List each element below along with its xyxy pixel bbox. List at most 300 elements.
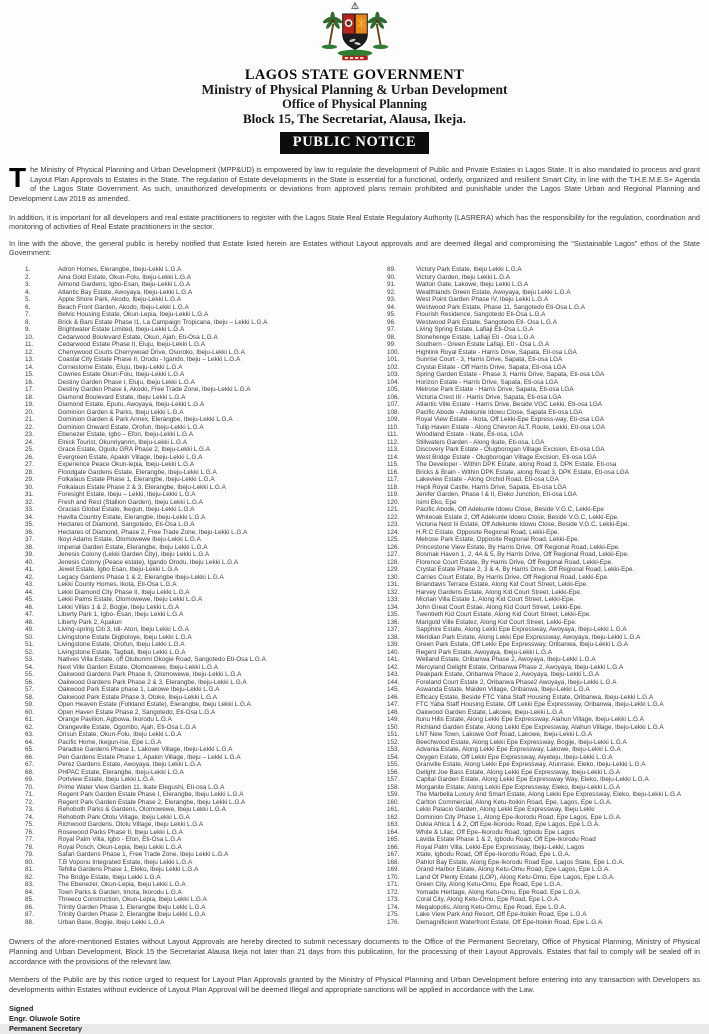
list-item-text: Dominion Onward Estate, Orofun, Ibeju-Lekki L.G.A: [58, 423, 204, 431]
list-item: [0, 716, 354, 724]
list-item-text: Lekki Palacio Garden, Along Lekki Epe Expressway, Ibeju Lekki: [416, 806, 595, 814]
list-item: [354, 589, 708, 597]
list-item-number: 158.: [387, 783, 400, 791]
list-item-number: 137.: [387, 626, 400, 634]
list-item-number: 147.: [387, 701, 400, 709]
list-item-text: Victoria Crest III - Harris Drive, Sapata, Eti-osa LGA: [416, 393, 562, 401]
list-item: [0, 836, 354, 844]
list-item-number: 4.: [25, 288, 31, 296]
list-item-number: 70.: [25, 783, 34, 791]
list-item-number: 58.: [25, 693, 34, 701]
list-item: [354, 394, 708, 402]
list-item-number: 149.: [387, 716, 400, 724]
list-item-text: Florence Court Estate, By Harris Drive, Off Regional Road, Lekki-Epe.: [416, 558, 613, 566]
list-item: [354, 686, 708, 694]
list-item: [354, 874, 708, 882]
list-item-number: 151.: [387, 731, 400, 739]
list-item-text: Sunrise Court - 3, Harris Drive, Sapata, Eti-osa LGA: [416, 356, 563, 364]
list-item-text: Atlantic Bay Estate, Awoyaya, Ibeju-Lekki L.G.A: [58, 288, 193, 296]
list-item-text: Regent Park Garden Estate Phase I, Elerangbe, Ibeju Lekki L.G.A: [58, 791, 244, 799]
list-item-text: Patriot Bay Estate, Along Epe-Ikorodu Road Epe, Lagos State, Epe L.G.A.: [416, 858, 625, 866]
list-item: [354, 739, 708, 747]
list-item-text: Mercyland Delight Estate, Oribanwa Phase 2, Awoyaya, Ibeju-Lekki L.G.A: [416, 663, 624, 671]
list-item-text: Folkalaus Estate Phase 1, Elerangbe, Ibeju-Lekki L.G.A: [58, 476, 215, 484]
list-item-text: Destiny Garden Phase I, Eluju, Ibeju Lekki L.G.A: [58, 378, 195, 386]
list-item-text: Oxygen Estate, Off Lekki Epe Expressway, Aiyeteju, Ibeju-Lekki L.G.A: [416, 753, 613, 761]
list-item-number: 6.: [25, 303, 31, 311]
list-item: [354, 604, 708, 612]
list-item-text: Yomade Heritage, Along Ketu-Omu, Epe Road, Epe L.G.A.: [416, 888, 582, 896]
list-item-text: Twentieth Kid Court Estate, Along Kid Court Street, Lekki-Epe.: [416, 611, 591, 619]
list-item: [0, 686, 354, 694]
list-item: [354, 386, 708, 394]
list-item-text: Wetland Estate, Oribanwa Phase 2, Awoyaya, Ibeju-Lekki L.G.A: [416, 656, 596, 664]
list-item-text: Orangeville Estate, Ogombo, Ajah, Eti-Osa L.G.A: [58, 723, 197, 731]
list-item: [0, 904, 354, 912]
list-item-number: 28.: [25, 468, 34, 476]
list-item: [0, 919, 354, 927]
list-item: [354, 694, 708, 702]
list-item-number: 13.: [25, 356, 34, 364]
list-item-text: West Point Garden Phase IV, Ibeju Lekki L.G.A: [416, 296, 549, 304]
list-item-text: Victory Park Estate, Ibeju Lekki L.G.A: [416, 266, 522, 274]
list-item: [0, 356, 354, 364]
list-item-number: 89.: [387, 266, 396, 274]
list-item-text: PHPAC Estate, Elerangbe, Ibeju-Lekki L.G.A: [58, 768, 184, 776]
list-item: [354, 881, 708, 889]
list-item-number: 102.: [387, 363, 400, 371]
list-item: [354, 274, 708, 282]
list-item-number: 11.: [25, 341, 34, 349]
list-item: [354, 859, 708, 867]
list-item-text: Prime Water View Garden 11, Ikate Elegushi, Eti-osa L.G.A: [58, 783, 225, 791]
list-item-number: 153.: [387, 746, 400, 754]
list-item-number: 85.: [25, 896, 34, 904]
list-item-number: 99.: [387, 341, 396, 349]
list-item: [0, 281, 354, 289]
list-item: [354, 784, 708, 792]
list-item-text: Floodgate Gardens Estate, Elerangbe, Ibeju-Lekki L.G.A: [58, 468, 217, 476]
list-item: [0, 634, 354, 642]
list-item-text: Lekki Villas 1 & 2, Bogije, Ibeju Lekki L.G.A: [58, 603, 180, 611]
closing-paragraph-1: Owners of the afore-mentioned Estates without Layout Approvals are hereby directed to submit necessary documents to the Office of the Permanent Secretary, Office of Physical Planning, Ministry of Physical Planning and Urban Development, Block 15 the Secretariat Alausa Ikeja not later than 21 days from this publication, for the processing of their Layout Approvals. Estates that fail to comply will be sealed off in accordance with the provisions of the relevant law.: [9, 937, 700, 966]
list-item-text: Princestone View Estate, By Harris Drive, Off Regional Road, Lekki-Epe.: [416, 543, 620, 551]
list-item-number: 71.: [25, 791, 34, 799]
list-item-number: 25.: [25, 446, 34, 454]
list-item-number: 142.: [387, 663, 400, 671]
list-item: [354, 889, 708, 897]
list-item-number: 107.: [387, 401, 400, 409]
list-item: [354, 866, 708, 874]
list-item-number: 42.: [25, 573, 34, 581]
list-item-number: 125.: [387, 536, 400, 544]
list-item-number: 55.: [25, 671, 34, 679]
list-item: [0, 739, 354, 747]
list-item: [354, 326, 708, 334]
list-item: [354, 334, 708, 342]
list-item-number: 130.: [387, 573, 400, 581]
list-item-number: 145.: [387, 686, 400, 694]
list-item: [0, 604, 354, 612]
list-item: [354, 896, 708, 904]
list-item-text: Brick & Bars Estate Phase I1, La Campaign Tropicana, Ibeju – Lekki L.G.A: [58, 318, 268, 326]
list-item-text: Dominion Garden & Parks, Ibeju Lekki L.G.A: [58, 408, 184, 416]
list-item: [0, 649, 354, 657]
list-item: [0, 814, 354, 822]
list-item-text: Livingstone Estate, Orofun, Ibeju Lekki L.G.A: [58, 641, 185, 649]
list-item-number: 57.: [25, 686, 34, 694]
list-item-number: 74.: [25, 813, 34, 821]
list-item: [354, 641, 708, 649]
list-item: [354, 484, 708, 492]
list-item-number: 154.: [387, 753, 400, 761]
list-item-number: 136.: [387, 618, 400, 626]
list-item-text: Briandavis Terrace Estate, Along Kid Court Street, Lekki-Epe.: [416, 581, 588, 589]
list-item-text: Legacy Gardens Phase 1 & 2, Elerangbe Ibeju-Lekki L.G.A: [58, 573, 224, 581]
list-item-text: Dominion City Phase 1, Along Epe-Ikorodu Road, Epe Lagos, Epe L.G.A.: [416, 813, 622, 821]
list-item: [354, 296, 708, 304]
list-item-number: 106.: [387, 393, 400, 401]
list-item: [0, 499, 354, 507]
list-item-text: John Great Court Estae, Along Kid Court Street, Lekki-Epe.: [416, 603, 583, 611]
list-item-number: 29.: [25, 476, 34, 484]
list-item: [354, 559, 708, 567]
list-item: [354, 544, 708, 552]
list-item-number: 20.: [25, 408, 34, 416]
list-item: [0, 664, 354, 672]
list-item-text: Crystal Estate Phase 2, 3 & 4, By Harris Drive, Off Regional Road, Lekki-Epe.: [416, 566, 635, 574]
document-header: [0, 0, 709, 154]
list-item: [0, 431, 354, 439]
estate-column-left: [0, 266, 354, 926]
list-item-number: 132.: [387, 588, 400, 596]
list-item-number: 157.: [387, 776, 400, 784]
list-item-text: Living-spring Citi 3, Idi- Atori, Ibeju Lekki L.G.A: [58, 626, 189, 634]
signed-label: Signed: [9, 1003, 34, 1013]
list-item-text: Atlantic Ville Estate - Harris Drive, Beside VGC Lekki, Eti-osa LGA: [416, 401, 603, 409]
list-item: [0, 394, 354, 402]
list-item-text: Diamond Estate, Eputu, Awoyaya, Ibeju-Lekki L.G.A: [58, 401, 205, 409]
list-item-text: Hepli Royal Castle, Harris Drive, Sapata, Eti-osa LGA: [416, 483, 567, 491]
list-item: [0, 424, 354, 432]
list-item: [0, 364, 354, 372]
list-item: [0, 506, 354, 514]
list-item: [354, 416, 708, 424]
list-item-text: Royal Palm Villa, Igbo - Efon, Eti-Osa L.G.A: [58, 836, 182, 844]
list-item-number: 152.: [387, 738, 400, 746]
list-item-number: 162.: [387, 813, 400, 821]
intro-paragraph-1: [9, 162, 700, 204]
list-item-text: Gracias Global Estate, Ikegun, Ibeju-Lekki L.G.A: [58, 506, 195, 514]
list-item-number: 51.: [25, 641, 34, 649]
intro-paragraph-1-text: he Ministry of Physical Planning and Urban Development (MPP&UD) is empowered by law to regulate the development of Public and Private Estates in Lagos State. It is also mandated to process and grant Layout Plan Approvals to Estates in the State. The regulation of Estate developments in the State is essential for a functional, orderly, organized and resilient Smart City, in line with the T.H.E.M.E.S+ Agenda of the Lagos State Government. As such, unauthorized developments or deviations from approved plans remain prohibited and punishable under the Lagos State Urban and Regional Planning and Development Law 2019 as amended.: [9, 165, 700, 203]
list-item-text: Evergreen Estate, Apakin Village, Ibeju-Lekki L.G.A: [58, 453, 203, 461]
list-item-text: Oakwood Gardens Park Phase II, Olomowewe, Ibeju-Lekki L.G.A: [58, 671, 242, 679]
list-item-text: Imperial Garden Estate, Elerangbe, Ibeju Lekki L.G.A: [58, 543, 208, 551]
list-item-number: 92.: [387, 288, 396, 296]
list-item-number: 86.: [25, 903, 34, 911]
list-item-number: 27.: [25, 461, 34, 469]
list-item: [0, 371, 354, 379]
list-item: [354, 491, 708, 499]
list-item-number: 3.: [25, 281, 31, 289]
estate-list: [0, 266, 709, 926]
list-item-text: Lake View Park And Resort, Off Epe-Itoikin Road, Epe L.G.A: [416, 911, 587, 919]
list-item: [0, 341, 354, 349]
list-item: [0, 349, 354, 357]
list-item-number: 53.: [25, 656, 34, 664]
list-item: [354, 611, 708, 619]
list-item-number: 49.: [25, 626, 34, 634]
list-item-text: Threeco Construction, Okun-Lepia, Ibeju Lekki L.G.A: [58, 896, 207, 904]
list-item: [354, 754, 708, 762]
list-item: [354, 844, 708, 852]
list-item-number: 112.: [387, 438, 399, 446]
list-item-text: Pacific Abode - Adekunle Idowu Close, Sapata Eti-osa LGA: [416, 408, 583, 416]
list-item-number: 80.: [25, 858, 34, 866]
list-item-number: 82.: [25, 873, 34, 881]
list-item: [354, 596, 708, 604]
list-item-text: Jenesis Colony (Lekki Garden City), Ibeju Lekki L.G.A: [58, 551, 210, 559]
list-item: [0, 319, 354, 327]
list-item-number: 126.: [387, 543, 400, 551]
list-item-number: 87.: [25, 911, 34, 919]
list-item: [354, 461, 708, 469]
list-item-text: Harvey Gardens Estate, Along Kid Court Street, Lekki-Epe.: [416, 588, 582, 596]
list-item-number: 122.: [387, 513, 400, 521]
list-item-number: 24.: [25, 438, 34, 446]
list-item-text: Rosewood Parks Phase II, Ibeju Lekki L.G.A: [58, 828, 183, 836]
list-item-text: Xtate, Igbodu Road, Off Epe-Ikorodu Road, Epe L.G.A.: [416, 851, 571, 859]
list-item: [0, 656, 354, 664]
closing-paragraph-2: Members of the Public are by this notice urged to request for Layout Plan Approvals granted by the Ministry of Physical Planning and Urban Development before entering into any transaction with Developers as developments within Estates without evidence of Layout Plan Approval will be deemed Illegal and appropriate sanctions will be applied in accordance with the Law.: [9, 975, 700, 995]
list-item-text: Crystal Estate - Off Harris Drive, Sapata, Eti-osa LGA: [416, 363, 567, 371]
list-item: [354, 799, 708, 807]
list-item-number: 166.: [387, 843, 400, 851]
list-item-number: 167.: [387, 851, 400, 859]
list-item-text: Regent Park Estate, Awoyaya, Ibeju-Lekki L.G.A: [416, 648, 552, 656]
list-item-text: Oakwood Garden Estate, Lakowe, Ibeju-Lekki L.G.A: [416, 708, 564, 716]
list-item-number: 90.: [387, 273, 396, 281]
estate-column-right: [354, 266, 708, 926]
list-item-number: 169.: [387, 866, 400, 874]
list-item: [0, 514, 354, 522]
list-item-text: Open Haven Estate Phase 2, Sangotedo, Eti-Osa L.G.A: [58, 708, 216, 716]
list-item-text: Stonehenge Estate, Lafiaji Eti - Osa L.G.A: [416, 333, 535, 341]
list-item-text: Living Spring Estate, Lafiaji Eti-Osa L.G.A: [416, 326, 534, 334]
list-item-number: 32.: [25, 498, 34, 506]
list-item: [354, 304, 708, 312]
list-item: [0, 476, 354, 484]
list-item-number: 101.: [387, 356, 400, 364]
list-item-number: 146.: [387, 693, 400, 701]
list-item-number: 121.: [387, 506, 400, 514]
list-item: [0, 334, 354, 342]
list-item-text: H.R.C Estate, Opposite Regional Road, Lekki-Epe.: [416, 528, 560, 536]
list-item-number: 84.: [25, 888, 34, 896]
list-item: [0, 731, 354, 739]
list-item: [0, 911, 354, 919]
list-item-number: 21.: [25, 416, 34, 424]
list-item: [0, 776, 354, 784]
list-item-number: 69.: [25, 776, 34, 784]
list-item-text: Royal View Estate - Ikota, Off Lekki-Epe Express-way, Eti-osa LGA: [416, 416, 604, 424]
list-item-text: Adron Homes, Elerangbe, Ibeju-Lekki L.G.A: [58, 266, 182, 274]
list-item: [354, 656, 708, 664]
list-item-number: 45.: [25, 596, 34, 604]
list-item: [354, 679, 708, 687]
list-item: [0, 446, 354, 454]
list-item: [0, 536, 354, 544]
list-item: [354, 634, 708, 642]
list-item: [354, 529, 708, 537]
list-item-text: Cowries Estate Okun-Folu, Ibeju-Lekki L.G.A: [58, 371, 185, 379]
list-item-number: 54.: [25, 663, 34, 671]
list-item-number: 61.: [25, 716, 34, 724]
list-item-text: Next Ville Garden Estate, Olomowewe, Ibeju-Lekki L.G.A: [58, 663, 218, 671]
list-item: [0, 829, 354, 837]
list-item: [0, 589, 354, 597]
list-item-number: 135.: [387, 611, 400, 619]
list-item-number: 43.: [25, 581, 34, 589]
list-item: [0, 746, 354, 754]
list-item-number: 19.: [25, 401, 34, 409]
list-item: [354, 806, 708, 814]
list-item-text: Open Heaven Estate (Folkland Estate), Elerangbe, Ibeju Lekki L.G.A: [58, 701, 251, 709]
list-item-text: Marigold Ville Estatez, Along Kid Court Street, Lekki-Epe.: [416, 618, 577, 626]
list-item: [0, 889, 354, 897]
list-item-number: 95.: [387, 311, 396, 319]
list-item-number: 72.: [25, 798, 34, 806]
list-item-text: Dukia Africa 1 & 2, Off Epe-Ikorodu Road, Epe Lagos, Epe L.G.A.: [416, 821, 600, 829]
list-item-number: 161.: [387, 806, 400, 814]
list-item-text: Itunu Hills Estate, Along Lekki Epe Expressway, Alahun Village, Ibeju-Lekki L.G.A: [416, 716, 644, 724]
list-item-text: Oakwood Park Estate phase 1, Lakowe Ibeju-Lekki L.G.A: [58, 686, 220, 694]
list-item: [354, 551, 708, 559]
list-item: [354, 476, 708, 484]
list-item-text: Bricks & Brain - Within DPK Estate, along Road 3, DPK Estate, Eti-osa LGA: [416, 468, 629, 476]
list-item-text: Foreland Court Estate 2, Oribanwa Phase2 Awoyaya, Ibeju-Lekki L.G.A: [416, 678, 617, 686]
list-item: [0, 769, 354, 777]
list-item: [0, 581, 354, 589]
list-item: [354, 469, 708, 477]
list-item-text: Victory Garden, Ibeju Lekki L.G.A: [416, 273, 511, 281]
list-item-number: 56.: [25, 678, 34, 686]
list-item: [0, 296, 354, 304]
list-item: [354, 379, 708, 387]
list-item-text: Lavida Estate Phase 1 & 2, Igbodu Road, Off Epe-Ikorodu Road: [416, 836, 596, 844]
list-item-text: Elnick Tourist, Okunriyanrin, Ibeju-Lekki L.G.A: [58, 438, 187, 446]
list-item-number: 75.: [25, 821, 34, 829]
list-item-number: 159.: [387, 791, 400, 799]
list-item-number: 12.: [25, 348, 34, 356]
list-item-number: 64.: [25, 738, 34, 746]
list-item-text: Aina Gold Estate, Okun-Folu, Ibeju-Lekki L.G.A: [58, 273, 191, 281]
list-item-text: Stillwaters Garden - Along Ikate, Eti-osa, LGA: [416, 438, 545, 446]
list-item-text: Granville Estate, Along Lekki Epe Expressway, Atunrase, Eleko, Ibeju-Lekki L.G.A: [416, 761, 646, 769]
list-item-text: Lekki County Homes, Ikota, Eti-Osa L.G.A: [58, 581, 177, 589]
public-notice-badge: PUBLIC NOTICE: [280, 132, 429, 154]
list-item: [354, 626, 708, 634]
list-item-number: 38.: [25, 543, 34, 551]
list-item: [354, 671, 708, 679]
list-item: [354, 281, 708, 289]
list-item-number: 134.: [387, 603, 400, 611]
list-item: [354, 761, 708, 769]
list-item: [0, 724, 354, 732]
list-item: [354, 716, 708, 724]
intro-paragraph-3: In line with the above, the general public is hereby notified that Estate listed herein are Estates without Layout approvals and are deemed illegal and compromising the "Sustainable Lagos" ethos of the State Government:: [9, 238, 700, 258]
list-item-text: Westwood Park Estate, Sangotedo Eti- Osa L.G.A: [416, 318, 557, 326]
list-item-number: 2.: [25, 273, 31, 281]
list-item-text: The Marbella Luxury And Smart Estate, Along Lekki Epe Expressway, Eleko, Ibeju-Lekki L.G.A: [416, 791, 682, 799]
list-item-text: Micrian Villa Estate 1, Along Kid Court Street, Lekki-Epe.: [416, 596, 575, 604]
list-item: [354, 521, 708, 529]
list-item-number: 141.: [387, 656, 400, 664]
list-item: [0, 851, 354, 859]
list-item-number: 16.: [25, 378, 34, 386]
list-item-text: Carries Court Estate, By Harris Drive, Off Regional Road, Lekki-Epe.: [416, 573, 609, 581]
intro-paragraph-2: In addition, it is important for all developers and real estate practitioners to register with the Lagos State Real Estate Regulatory Authority (LASRERA) which has the responsibility for the regulation, coordination and monitoring of activities of Real Estate practitioners in the sector.: [9, 212, 700, 232]
list-item-text: LNT New Town, Lakowe Golf Road, Lakowe, Ibeju-Lekki L.G.A: [416, 731, 593, 739]
list-item: [354, 919, 708, 927]
list-item-text: Brightwater Estate Limited, Ibeju-Lekki L.G.A: [58, 326, 185, 334]
list-item-text: Apple Shore Park, Akodo, Ibeju-Lekki L.G.A: [58, 296, 182, 304]
list-item-text: The Ebenezer, Okun-Lepia, Ibeju Lekki L.G.A: [58, 881, 186, 889]
list-item-text: Beechwood Estate, Along Lekki Epe Expressway, Bogije, Ibeju-Lekki L.G.A: [416, 738, 627, 746]
list-item-text: Westwood Park Estate, Phase 11, Sangotedo Eti-Osa L.G.A: [416, 303, 586, 311]
list-item-text: Sapphire Estate, Along Lekki Epe Expressway, Awoyaya, Ibeju-Lekki L.G.A: [416, 626, 627, 634]
list-item-number: 9.: [25, 326, 31, 334]
list-item: [0, 619, 354, 627]
list-item-number: 131.: [387, 581, 400, 589]
list-item: [0, 791, 354, 799]
list-item-number: 111.: [387, 431, 399, 439]
list-item: [0, 881, 354, 889]
list-item-number: 150.: [387, 723, 400, 731]
list-item: [0, 626, 354, 634]
list-item: [354, 851, 708, 859]
list-item: [0, 866, 354, 874]
list-item-number: 26.: [25, 453, 34, 461]
list-item-number: 83.: [25, 881, 34, 889]
signatory-title: Permanent Secretary: [9, 1024, 83, 1034]
list-item-text: Cedarwood Boulevard Estate, Okun, Ajah, Eti-Osa L.G.A: [58, 333, 218, 341]
list-item-number: 14.: [25, 363, 34, 371]
list-item: [354, 769, 708, 777]
list-item-number: 36.: [25, 528, 34, 536]
list-item-text: Livingstone Estate, Tagbati, Ibeju Lekki L.G.A: [58, 648, 186, 656]
list-item-text: The Developer - Within DPK Estate, along Road 3, DPK Estate, Eti-osa: [416, 461, 617, 469]
list-item-text: Lekki Palms Estate, Olomowewe, Ibeju Lekki L.G.A: [58, 596, 203, 604]
list-item-number: 171.: [387, 881, 400, 889]
list-item-number: 115.: [387, 461, 399, 469]
list-item-text: Capital Garden Estate, Along Lekki Epe Expressway Way, Eleko, Ibeju-Lekki L.G.A: [416, 776, 649, 784]
list-item: [354, 814, 708, 822]
list-item: [354, 904, 708, 912]
list-item-number: 175.: [387, 911, 400, 919]
list-item: [354, 829, 708, 837]
list-item-number: 47.: [25, 611, 34, 619]
list-item-text: Jenifer Garden, Phase I & II, Eleko Junction, Eti-osa LGA: [416, 491, 577, 499]
list-item-number: 68.: [25, 768, 34, 776]
list-item: [354, 746, 708, 754]
list-item-number: 65.: [25, 746, 34, 754]
list-item-number: 97.: [387, 326, 396, 334]
list-item-text: Carlton Commercial, Along Ketu-Itoikin Road, Epe, Lagos, Epe L.G.A.: [416, 798, 613, 806]
list-item-text: Rehoboth Parks & Gardens, Olomowewe, Ibeju Lekki L.G.A: [58, 806, 226, 814]
list-item: [0, 551, 354, 559]
